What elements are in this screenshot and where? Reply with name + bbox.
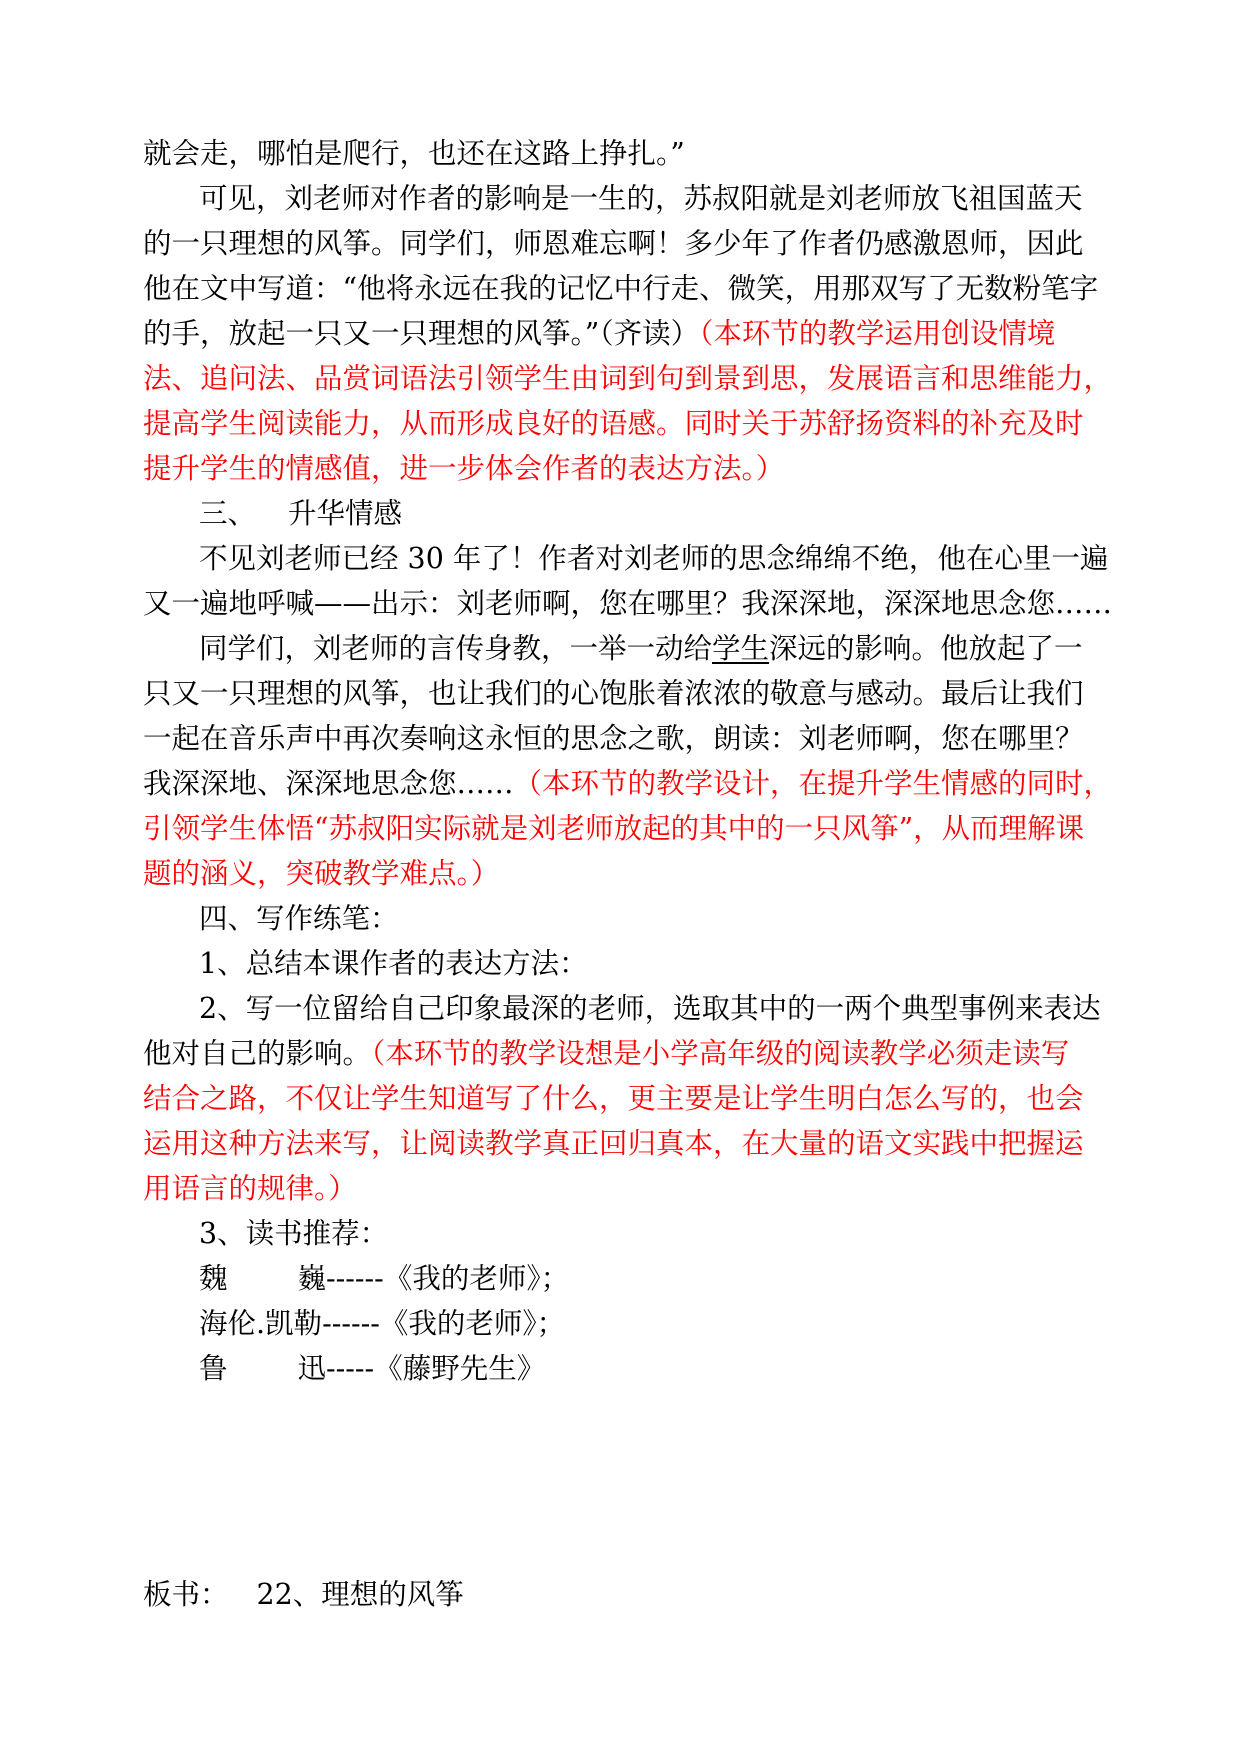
text-span: 深远的影响。他放起了一	[769, 632, 1083, 665]
text-span: 我深深地、深深地思念您……	[143, 767, 514, 800]
book-author: 魏	[199, 1262, 228, 1295]
text-span: 只又一只理想的风筝，也让我们的心饱胀着浓浓的敬意与感动。最后让我们	[143, 677, 1084, 710]
teaching-note-line	[143, 1167, 1108, 1211]
board-heading	[143, 1573, 1108, 1617]
teaching-note: 用语言的规律。）	[143, 1172, 357, 1205]
book-title: 《我的老师》；	[379, 1307, 566, 1340]
list-item	[199, 987, 1108, 1031]
text-span: 的一只理想的风筝。同学们，师恩难忘啊！多少年了作者仍感激恩师，因此	[143, 227, 1084, 260]
book-recommendation	[199, 1347, 1108, 1391]
book-author: 巍	[297, 1262, 327, 1295]
paragraph-line	[143, 132, 1108, 176]
section-title: 四、写作练笔：	[199, 902, 399, 935]
text-span: 一起在音乐声中再次奏响这永恒的思念之歌，朗读：刘老师啊，您在哪里？	[143, 722, 1084, 755]
document-page	[143, 0, 1113, 1754]
paragraph-line	[143, 582, 1113, 626]
paragraph-line	[143, 222, 1108, 266]
teaching-note: （本环节的教学设想是小学高年级的阅读教学必须走读写	[371, 1037, 1070, 1070]
teaching-note: 法、追问法、品赏词语法引领学生由词到句到景到思，发展语言和思维能力，	[143, 362, 1113, 395]
list-item-text: 3、读书推荐：	[199, 1217, 389, 1250]
paragraph-line	[143, 672, 1108, 716]
list-item-text: 1、总结本课作者的表达方法：	[199, 947, 588, 980]
paragraph-line	[143, 717, 1108, 761]
book-title: 《藤野先生》	[374, 1352, 546, 1385]
teaching-note: 提高学生阅读能力，从而形成良好的语感。同时关于苏舒扬资料的补充及时	[143, 407, 1084, 440]
text-span: 又一遍地呼喊——出示：刘老师啊，您在哪里？我深深地，深深地思念您……	[143, 587, 1113, 620]
paragraph-line	[199, 537, 1108, 581]
text-span: 的手，放起一只又一只理想的风筝。”（齐读）	[143, 317, 700, 350]
underlined-text: 学生	[712, 632, 770, 665]
teaching-note: 引领学生体悟“苏叔阳实际就是刘老师放起的其中的一只风筝”，从而理解课	[143, 812, 1085, 845]
teaching-note-line	[143, 402, 1108, 446]
section-heading	[199, 492, 1108, 536]
teaching-note: （本环节的教学设计，在提升学生情感的同时，	[513, 767, 1113, 800]
teaching-note: 题的涵义，突破教学难点。）	[143, 857, 500, 890]
section-title: 升华情感	[288, 497, 403, 530]
paragraph-line	[143, 267, 1108, 311]
book-dash: ------	[326, 1262, 384, 1295]
paragraph-line	[143, 762, 1113, 806]
teaching-note: 结合之路，不仅让学生知道写了什么，更主要是让学生明白怎么写的，也会	[143, 1082, 1084, 1115]
teaching-note-line	[143, 807, 1108, 851]
book-author: 海伦.凯勒	[199, 1307, 323, 1340]
book-dash: -----	[326, 1352, 375, 1385]
paragraph-line	[143, 1032, 1108, 1076]
list-item-text: 2、写一位留给自己印象最深的老师，选取其中的一两个典型事例来表达	[199, 992, 1101, 1025]
paragraph-line	[199, 177, 1108, 221]
paragraph-line	[143, 312, 1108, 356]
teaching-note-line	[143, 1122, 1108, 1166]
text-span: 不见刘老师已经 30 年了！作者对刘老师的思念绵绵不绝，他在心里一遍	[199, 542, 1109, 575]
teaching-note-line	[143, 447, 1108, 491]
book-author: 鲁	[199, 1352, 228, 1385]
text-span: 他在文中写道：“他将永远在我的记忆中行走、微笑，用那双写了无数粉笔字	[143, 272, 1099, 305]
teaching-note-line	[143, 1077, 1108, 1121]
book-title: 《我的老师》；	[383, 1262, 570, 1295]
list-item	[199, 942, 1108, 986]
text-span: 可见，刘老师对作者的影响是一生的，苏叔阳就是刘老师放飞祖国蓝天	[199, 182, 1083, 215]
teaching-note-line	[143, 357, 1113, 401]
book-recommendation	[199, 1302, 1108, 1346]
text-span: 他对自己的影响。	[143, 1037, 372, 1070]
book-recommendation	[199, 1257, 1108, 1301]
book-dash: ------	[322, 1307, 380, 1340]
section-number: 三、	[199, 497, 257, 530]
book-author: 迅	[297, 1352, 327, 1385]
teaching-note-line	[143, 852, 1108, 896]
board-label: 板书：	[143, 1578, 229, 1611]
board-title: 22、理想的风筝	[256, 1578, 464, 1611]
teaching-note: 运用这种方法来写，让阅读教学真正回归真本，在大量的语文实践中把握运	[143, 1127, 1084, 1160]
section-heading	[199, 897, 1108, 941]
text-span: 同学们，刘老师的言传身教，一举一动给	[199, 632, 713, 665]
text-span: 就会走，哪怕是爬行，也还在这路上挣扎。”	[143, 137, 685, 170]
list-item	[199, 1212, 1108, 1256]
teaching-note: （本环节的教学运用创设情境	[699, 317, 1056, 350]
teaching-note: 提升学生的情感值，进一步体会作者的表达方法。）	[143, 452, 785, 485]
paragraph-line	[199, 627, 1108, 671]
